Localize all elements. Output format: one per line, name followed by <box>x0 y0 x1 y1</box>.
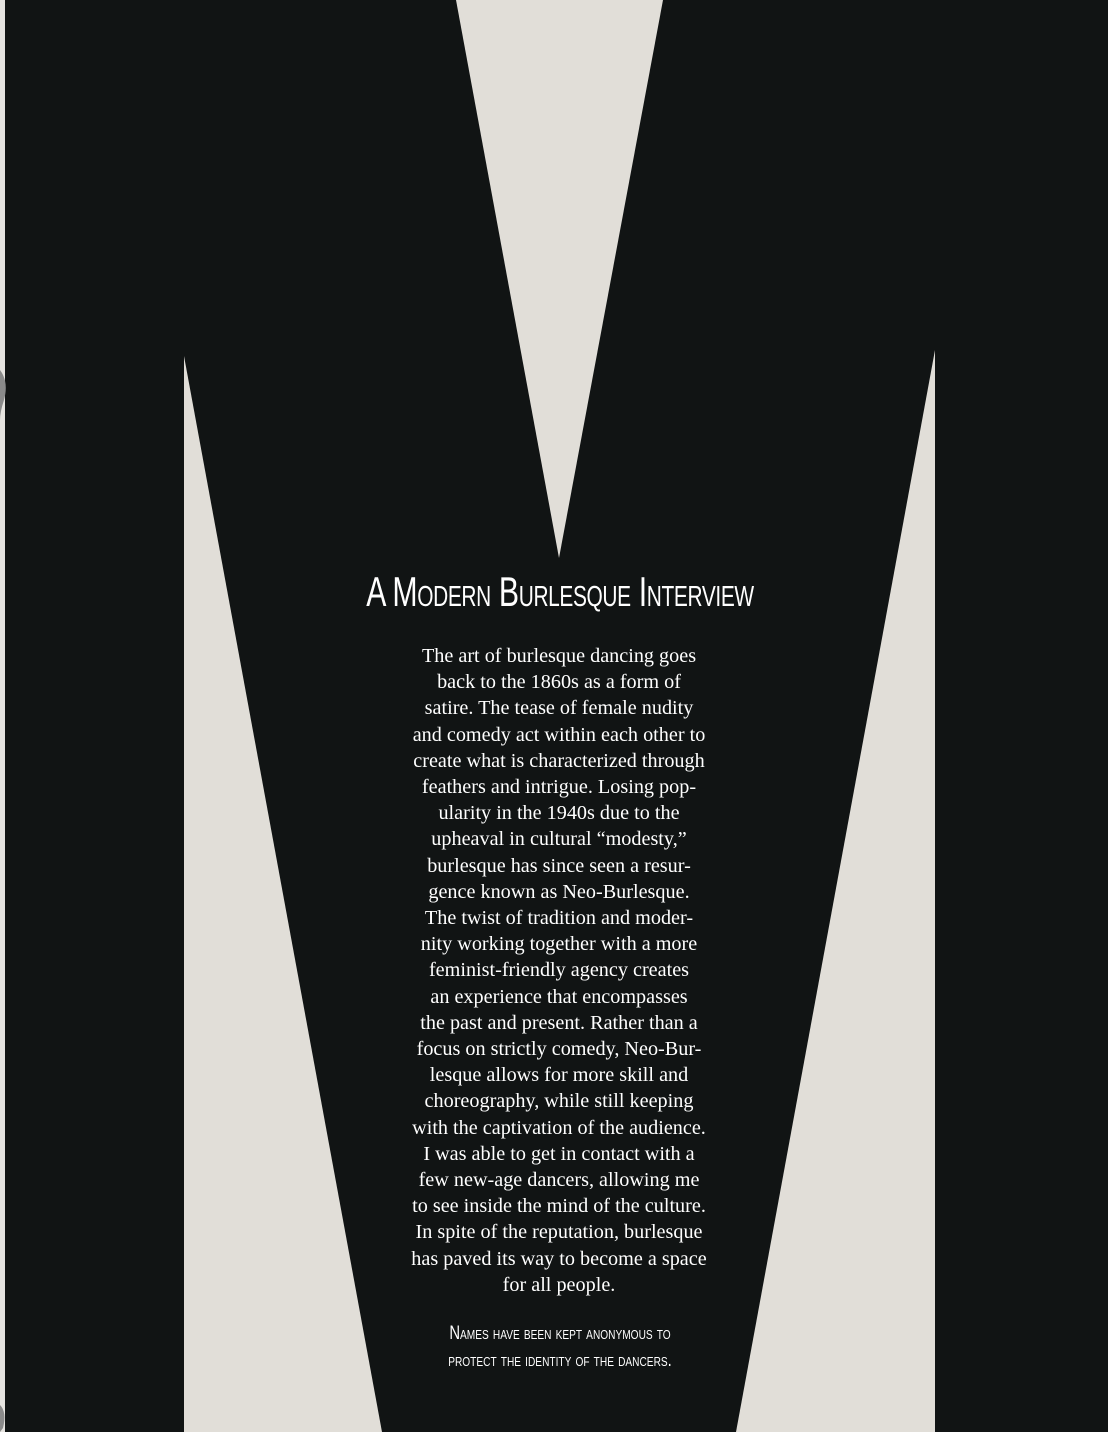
intro-line: ularity in the 1940s due to the <box>438 802 680 825</box>
intro-line: The twist of tradition and moder- <box>424 907 694 930</box>
intro-line: focus on strictly comedy, Neo-Bur- <box>416 1038 702 1061</box>
intro-line: feminist-friendly agency creates <box>428 959 690 982</box>
intro-line: create what is characterized through <box>413 749 705 772</box>
intro-line: satire. The tease of female nudity <box>424 697 694 720</box>
intro-line: upheaval in cultural “modesty,” <box>431 828 687 851</box>
left-edge-strip <box>0 0 5 1432</box>
intro-line: The art of burlesque dancing goes <box>421 645 697 667</box>
intro-line: burlesque has since seen a resur- <box>427 854 691 877</box>
intro-line: to see inside the mind of the culture. <box>412 1195 706 1218</box>
intro-line: lesque allows for more skill and <box>429 1064 689 1087</box>
intro-line: back to the 1860s as a form of <box>437 671 681 694</box>
article-title: A Modern Burlesque Interview <box>366 568 754 615</box>
intro-line: the past and present. Rather than a <box>420 1011 698 1034</box>
intro-line: and comedy act within each other to <box>412 723 706 746</box>
intro-line: gence known as Neo-Burlesque. <box>428 880 690 903</box>
intro-line: an experience that encompasses <box>430 985 688 1008</box>
intro-line: nity working together with a more <box>420 933 698 956</box>
note-line: Names have been kept anonymous to <box>449 1323 671 1344</box>
intro-line: with the captivation of the audience. <box>412 1116 706 1139</box>
article-intro <box>390 643 728 1298</box>
intro-line: choreography, while still keeping <box>424 1090 694 1113</box>
note-line: protect the identity of the dancers. <box>448 1350 672 1371</box>
intro-line: I was able to get in contact with a <box>423 1142 695 1165</box>
intro-line: few new-age dancers, allowing me <box>418 1169 700 1192</box>
intro-line: has paved its way to become a space <box>411 1247 707 1270</box>
intro-line: In spite of the reputation, burlesque <box>415 1221 703 1244</box>
anonymity-note <box>404 1320 716 1374</box>
intro-line: for all people. <box>502 1273 616 1296</box>
intro-line: feathers and intrigue. Losing pop- <box>421 776 697 799</box>
